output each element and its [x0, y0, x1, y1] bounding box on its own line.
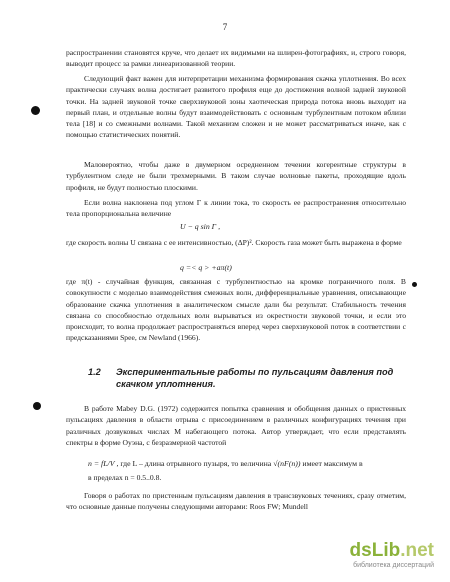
section-title: Экспериментальные работы по пульсациям давления под скачком уплотнения.	[116, 367, 394, 389]
punch-mark-top	[31, 106, 40, 115]
punch-mark-left	[33, 402, 41, 410]
formula-suffix-text: имеет максимум в	[302, 459, 363, 468]
paragraph-7: В работе Mabey D.G. (1972) содержится попытка сравнения и обобщения данных о пристенных пульсациях давления в области отрыва с присоединением в различных конфигурациях течения при различных дозвуковых числах М набегающего потока. Автор утверждает, что если представлять спектры в форме Оуэна, с безразмерной частотой	[66, 404, 406, 447]
page-number: 7	[222, 22, 228, 32]
paragraph-3: Маловероятно, чтобы даже в двумерном осредненном течении когерентные структуры в турбулентном следе не были трехмерными. В таком случае волновые пакеты, проходящие вдоль профиля, не будут полностью плоскими.	[66, 160, 406, 192]
formula-n-def: n = fL/V	[88, 459, 115, 468]
paragraph-2: Следующий факт важен для интерпретации механизма формирования скачка уплотнения. Во всех практически случаях волна достигает развитого профиля еще до достижения волной задней звуковой точки. На задней звуковой точке сверхзвуковой зоны хаотическая природа потока вновь выходит на первый план, и отдельные волны будут взаимодействовать с основным турбулентным потоком вблизи тела [18] и со смежными волнами. Такой механизм сложен и не может рассматриваться иначе, как с помощью статистических понятий.	[66, 74, 406, 140]
paragraph-6: где π(t) - случайная функция, связанная с турбулентностью на кромке пограничного поля. В совокупности с моделью взаимодействия смежных волн, дифференциальные уравнения, описывающие образование скачка уплотнения в аналитическом смысле дали бы результат. Стабильность течения связана со способностью отдельных волн вырываться из окрестности звуковой точки, и если это происходит, то волна продолжает распространяться вперед через сверхзвуковой поток в соответствии с предсказаниями Spee, см Newland (1966).	[66, 277, 406, 343]
paragraph-8: в пределах n = 0.5..0.8.	[88, 473, 162, 482]
paragraph-9: Говоря о работах по пристенным пульсациям давления в трансзвуковых течениях, сразу отметим, что основные данные получены следующими авторами: Roos FW; Mundell	[66, 491, 406, 512]
paragraph-4: Если волна наклонена под углом Г к линии тока, то скорость ее распространения относительно тела пропорциональна величине	[66, 198, 406, 219]
paragraph-5: где скорость волны U связана с ее интенсивностью, (ΔP)². Скорость газа может быть выражена в форме	[66, 238, 402, 247]
dslib-watermark	[330, 540, 434, 574]
watermark-subtitle: библиотека диссертаций	[353, 562, 434, 569]
watermark-logo	[350, 540, 434, 562]
paragraph-1: распространении становятся круче, что делает их видимыми на шлирен-фотографиях, и, строго говоря, выводит процесс за рамки линеаризованной теории.	[66, 48, 406, 69]
punch-mark-right	[412, 282, 417, 287]
formula-owen-frequency	[88, 459, 363, 468]
formula-root: √(nF(n))	[273, 459, 301, 468]
formula-wave-speed: U − q sin Г ,	[180, 222, 221, 231]
section-number: 1.2	[88, 367, 101, 377]
formula-gas-speed: q =< q > +aπ(t)	[180, 263, 232, 272]
formula-mid-text: , где L – длина отрывного пузыря, то величина	[116, 459, 272, 468]
watermark-logo-domain: .net	[400, 540, 434, 561]
watermark-logo-main: dsLib	[349, 540, 401, 561]
